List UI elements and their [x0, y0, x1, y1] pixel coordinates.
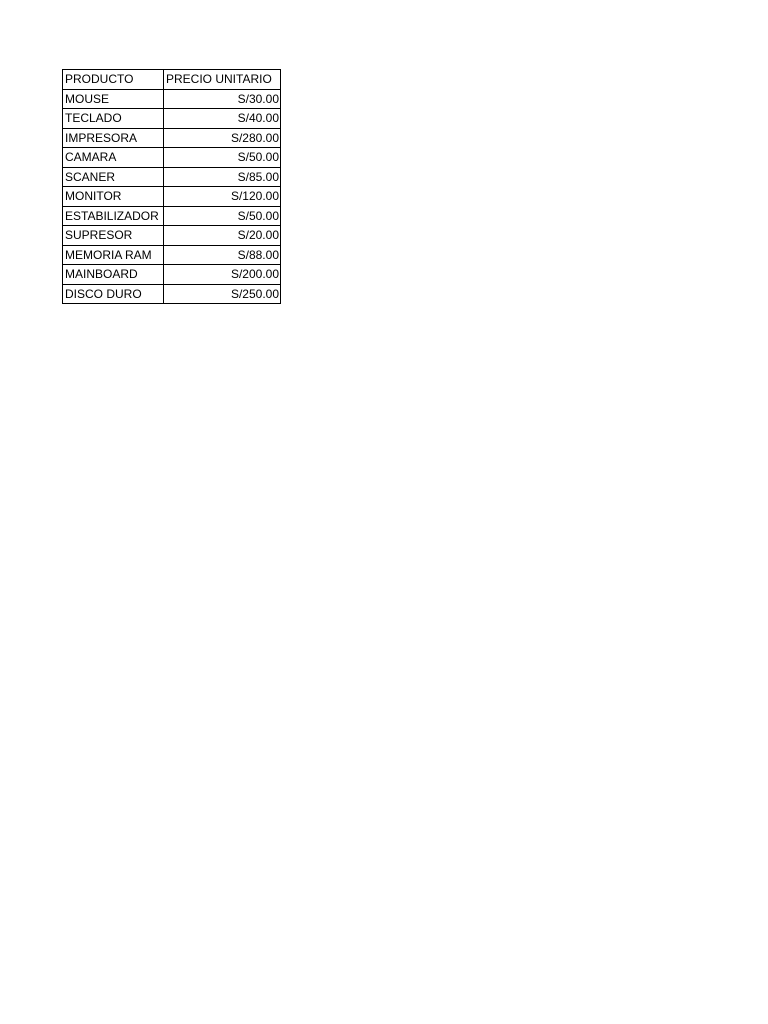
header-price[interactable]: PRECIO UNITARIO	[164, 70, 281, 90]
price-cell[interactable]: S/250.00	[164, 284, 281, 304]
header-row	[63, 70, 281, 90]
price-table	[62, 69, 281, 304]
table-row	[63, 167, 281, 187]
product-cell[interactable]: ESTABILIZADOR	[63, 206, 164, 226]
price-cell[interactable]: S/280.00	[164, 128, 281, 148]
header-product[interactable]: PRODUCTO	[63, 70, 164, 90]
table-row	[63, 187, 281, 207]
product-cell[interactable]: TECLADO	[63, 109, 164, 129]
price-cell[interactable]: S/30.00	[164, 89, 281, 109]
product-cell[interactable]: DISCO DURO	[63, 284, 164, 304]
product-cell[interactable]: MOUSE	[63, 89, 164, 109]
table-row	[63, 89, 281, 109]
product-cell[interactable]: MEMORIA RAM	[63, 245, 164, 265]
price-cell[interactable]: S/50.00	[164, 148, 281, 168]
price-cell[interactable]: S/200.00	[164, 265, 281, 285]
table-row	[63, 284, 281, 304]
product-cell[interactable]: MONITOR	[63, 187, 164, 207]
price-cell[interactable]: S/40.00	[164, 109, 281, 129]
table-row	[63, 206, 281, 226]
product-cell[interactable]: CAMARA	[63, 148, 164, 168]
price-cell[interactable]: S/50.00	[164, 206, 281, 226]
table-row	[63, 128, 281, 148]
price-cell[interactable]: S/120.00	[164, 187, 281, 207]
table-row	[63, 226, 281, 246]
product-cell[interactable]: SCANER	[63, 167, 164, 187]
table-row	[63, 109, 281, 129]
price-cell[interactable]: S/20.00	[164, 226, 281, 246]
table-row	[63, 265, 281, 285]
price-cell[interactable]: S/85.00	[164, 167, 281, 187]
product-cell[interactable]: SUPRESOR	[63, 226, 164, 246]
product-cell[interactable]: IMPRESORA	[63, 128, 164, 148]
product-cell[interactable]: MAINBOARD	[63, 265, 164, 285]
table-row	[63, 148, 281, 168]
table-row	[63, 245, 281, 265]
price-cell[interactable]: S/88.00	[164, 245, 281, 265]
